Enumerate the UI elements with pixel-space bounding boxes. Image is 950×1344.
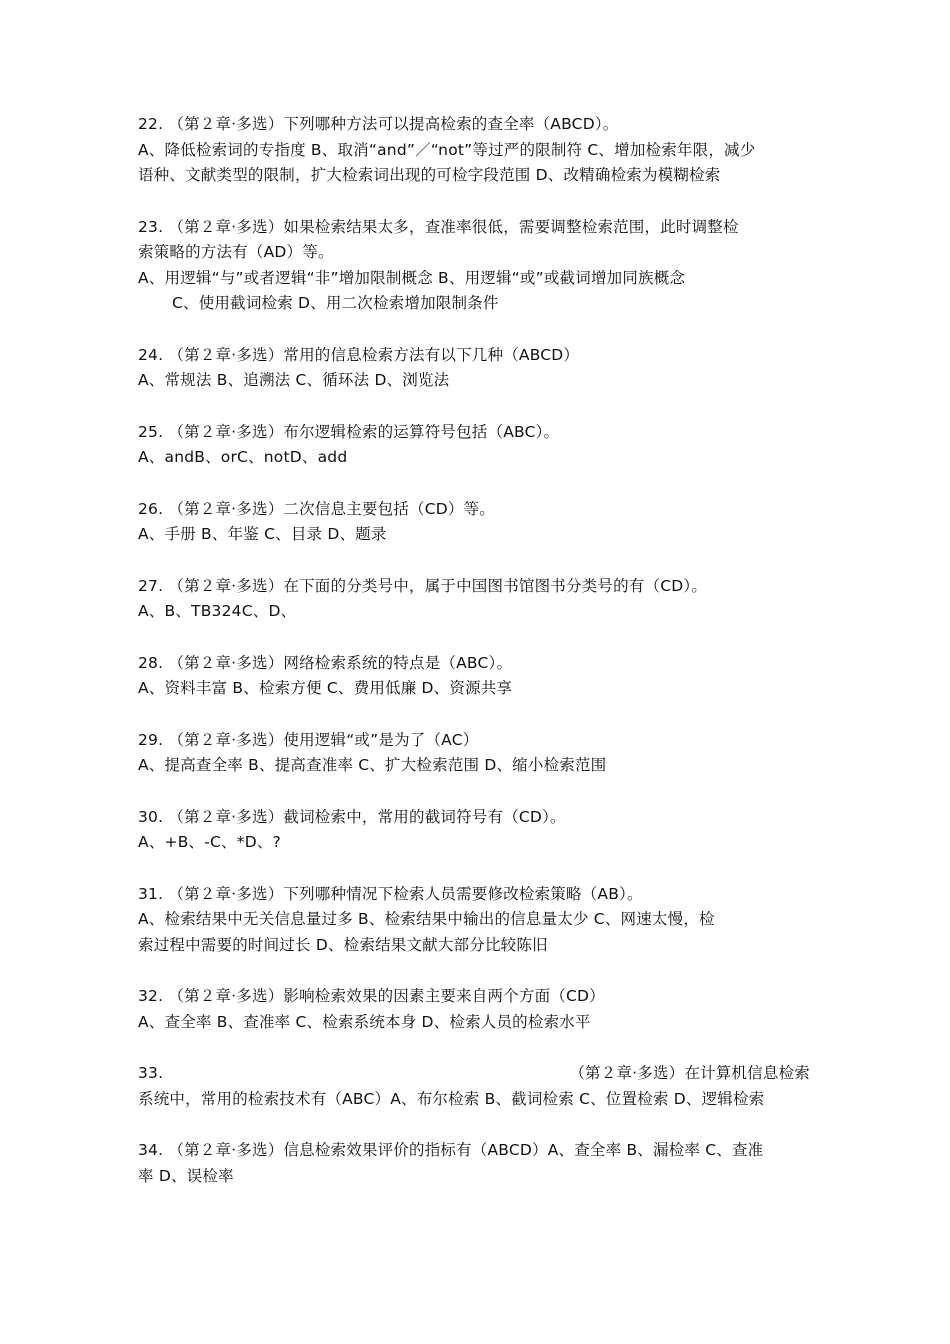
- question-options: C、使用截词检索 D、用二次检索增加限制条件: [172, 294, 499, 312]
- question-options: 索过程中需要的时间过长 D、检索结果文献大部分比较陈旧: [138, 935, 548, 954]
- question-stem-tail: （第２章·多选）在计算机信息检索: [569, 1064, 810, 1082]
- question-stem: 25. （第２章·多选）布尔逻辑检索的运算符号包括（ABC）。: [138, 422, 560, 441]
- question-stem: 29. （第２章·多选）使用逻辑“或”是为了（AC）: [138, 730, 479, 749]
- question-stem: 22. （第２章·多选）下列哪种方法可以提高检索的查全率（ABCD）。: [138, 115, 619, 133]
- question-33: [138, 1061, 810, 1112]
- question-23: [138, 215, 810, 317]
- question-stem: 28. （第２章·多选）网络检索系统的特点是（ABC）。: [138, 653, 513, 672]
- question-options: 语种、文献类型的限制，扩大检索词出现的可检字段范围 D、改精确检索为模糊检索: [138, 166, 721, 184]
- question-26: [138, 497, 810, 548]
- question-stem: 31. （第２章·多选）下列哪种情况下检索人员需要修改检索策略（AB）。: [138, 884, 643, 903]
- question-stem: 32. （第２章·多选）影响检索效果的因素主要来自两个方面（CD）: [138, 987, 605, 1005]
- question-stem: 26. （第２章·多选）二次信息主要包括（CD）等。: [138, 499, 495, 518]
- question-stem: 23. （第２章·多选）如果检索结果太多，查准率很低，需要调整检索范围，此时调整检: [138, 217, 739, 236]
- question-options: A、常规法 B、追溯法 C、循环法 D、浏览法: [138, 371, 450, 389]
- question-stem: 34. （第２章·多选）信息检索效果评价的指标有（ABCD）A、查全率 B、漏检率 C、查准: [138, 1141, 764, 1159]
- question-options: A、B、TB324C、D、: [138, 602, 297, 620]
- question-options: A、提高查全率 B、提高查准率 C、扩大检索范围 D、缩小检索范围: [138, 756, 607, 774]
- question-options: 系统中，常用的检索技术有（ABC）A、布尔检索 B、截词检索 C、位置检索 D、逻辑检索: [138, 1089, 765, 1108]
- question-options: A、用逻辑“与”或者逻辑“非”增加限制概念 B、用逻辑“或”或截词增加同族概念: [138, 268, 686, 287]
- question-32: [138, 984, 810, 1035]
- question-27: [138, 574, 810, 625]
- question-stem: 24. （第２章·多选）常用的信息检索方法有以下几种（ABCD）: [138, 345, 580, 364]
- question-30: [138, 805, 810, 856]
- question-options: A、降低检索词的专指度 B、取消“and”／“not”等过严的限制符 C、增加检索年限，减少: [138, 140, 756, 159]
- question-options: A、查全率 B、查准率 C、检索系统本身 D、检索人员的检索水平: [138, 1012, 591, 1031]
- question-stem: [138, 1061, 810, 1087]
- question-24: [138, 343, 810, 394]
- question-options: A、+B、-C、*D、?: [138, 833, 281, 851]
- question-options: 率 D、误检率: [138, 1166, 234, 1185]
- question-31: [138, 882, 810, 959]
- question-29: [138, 728, 810, 779]
- question-options: A、检索结果中无关信息量过多 B、检索结果中输出的信息量太少 C、网速太慢，检: [138, 910, 715, 928]
- question-22: [138, 112, 810, 189]
- question-options: A、资料丰富 B、检索方便 C、费用低廉 D、资源共享: [138, 679, 513, 697]
- question-25: [138, 420, 810, 471]
- question-options: A、手册 B、年鉴 C、目录 D、题录: [138, 525, 387, 543]
- question-stem: 30. （第２章·多选）截词检索中，常用的截词符号有（CD）。: [138, 807, 566, 826]
- document-page: [138, 112, 810, 1215]
- question-34: [138, 1138, 810, 1189]
- question-28: [138, 651, 810, 702]
- question-stem-continued: 索策略的方法有（AD）等。: [138, 243, 334, 261]
- question-options: A、andB、orC、notD、add: [138, 448, 348, 466]
- question-stem: 27. （第２章·多选）在下面的分类号中，属于中国图书馆图书分类号的有（CD）。: [138, 576, 708, 595]
- question-number: 33.: [138, 1064, 164, 1082]
